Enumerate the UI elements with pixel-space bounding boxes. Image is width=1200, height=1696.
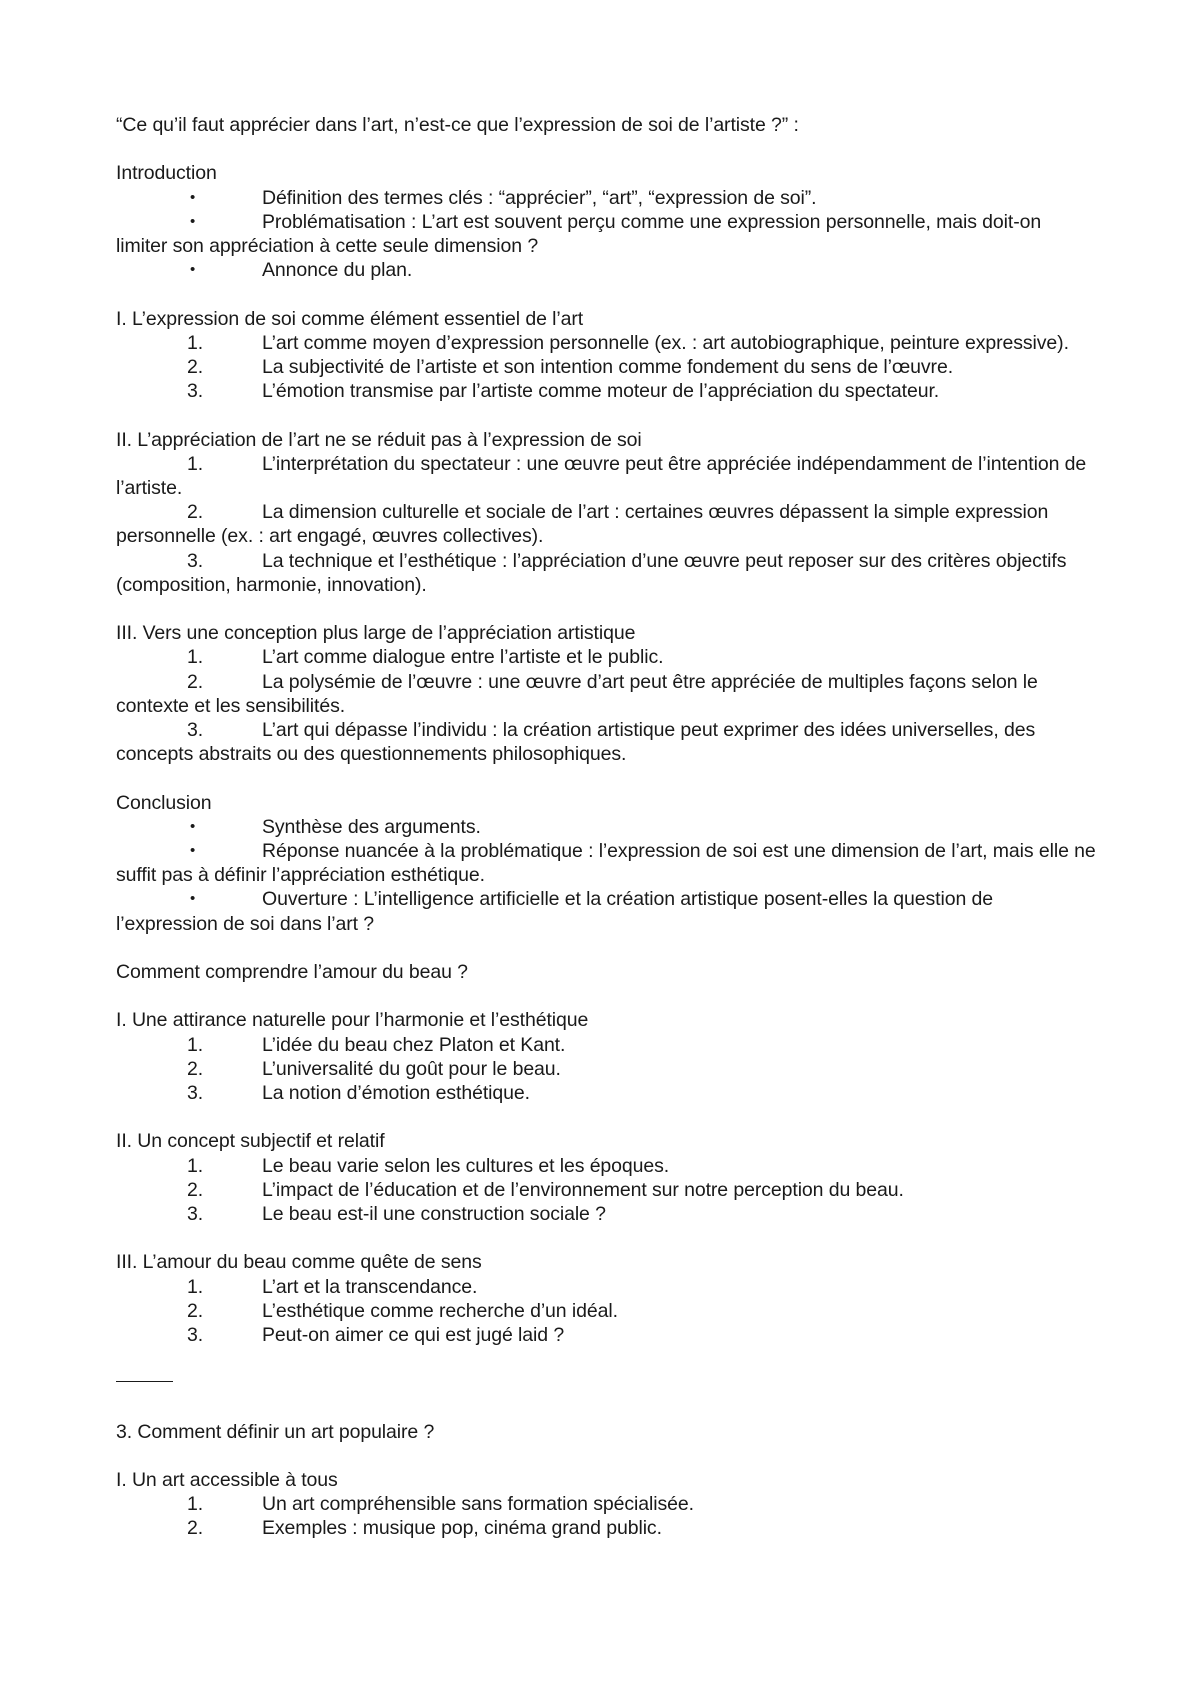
list-item xyxy=(116,500,1096,548)
list-item xyxy=(116,379,1096,403)
list-item xyxy=(116,549,1096,597)
list-item xyxy=(116,718,1096,766)
number-marker: 3. xyxy=(187,1324,204,1347)
list-item xyxy=(116,1299,1096,1323)
list-item-text: La technique et l’esthétique : l’appréciation d’une œuvre peut reposer sur des critères objectifs (composition, harmonie, innovation). xyxy=(116,549,1067,596)
list-item-text: Peut-on aimer ce qui est jugé laid ? xyxy=(262,1324,565,1347)
list-item-text: La polysémie de l’œuvre : une œuvre d’art peut être appréciée de multiples façons selon le contexte et les sensibilités. xyxy=(116,670,1038,717)
number-marker: 2. xyxy=(187,501,204,524)
list-item-text: Exemples : musique pop, cinéma grand public. xyxy=(262,1517,662,1540)
section-heading-part-3: III. Vers une conception plus large de l’appréciation artistique xyxy=(116,622,636,645)
list-item xyxy=(116,1081,1096,1105)
list-item-text: L’art comme moyen d’expression personnelle (ex. : art autobiographique, peinture expressive). xyxy=(262,331,1069,354)
list-item xyxy=(116,1323,1096,1347)
list-item-text: L’esthétique comme recherche d’un idéal. xyxy=(262,1299,618,1322)
number-marker: 1. xyxy=(187,1154,204,1177)
list-item-text: Synthèse des arguments. xyxy=(262,815,481,838)
list-item xyxy=(116,1033,1096,1057)
list-item-text: Annonce du plan. xyxy=(262,259,413,282)
list-item xyxy=(116,1516,1096,1540)
number-marker: 2. xyxy=(187,1299,204,1322)
q2-section-heading-part-3: III. L’amour du beau comme quête de sens xyxy=(116,1251,482,1274)
list-item-text: L’interprétation du spectateur : une œuvre peut être appréciée indépendamment de l’intention de l’artiste. xyxy=(116,452,1087,499)
horizontal-separator xyxy=(116,1381,173,1382)
section-heading-conclusion: Conclusion xyxy=(116,791,212,814)
number-marker: 1. xyxy=(187,1493,204,1516)
list-item xyxy=(116,355,1096,379)
list-item xyxy=(116,1202,1096,1226)
number-marker: 3. xyxy=(187,719,204,742)
list-item-text: Ouverture : L’intelligence artificielle et la création artistique posent-elles la question de l’expression de soi dans l’art ? xyxy=(116,888,994,935)
q3-section-heading-part-1: I. Un art accessible à tous xyxy=(116,1468,338,1491)
number-marker: 3. xyxy=(187,380,204,403)
list-item xyxy=(116,331,1096,355)
list-item-text: L’art qui dépasse l’individu : la création artistique peut exprimer des idées universelles, des concepts abstraits ou des questionnements philosophiques. xyxy=(116,719,1036,766)
list-item xyxy=(116,815,1096,839)
number-marker: 1. xyxy=(187,331,204,354)
list-item xyxy=(116,210,1096,258)
list-item-text: La dimension culturelle et sociale de l’art : certaines œuvres dépassent la simple expression personnelle (ex. : art engagé, œuvres collectives). xyxy=(116,501,1049,548)
bullet-marker: • xyxy=(190,261,196,279)
number-marker: 3. xyxy=(187,1082,204,1105)
list-item xyxy=(116,1492,1096,1516)
list-item xyxy=(116,1057,1096,1081)
list-item-text: Réponse nuancée à la problématique : l’expression de soi est une dimension de l’art, mais elle ne suffit pas à définir l’appréciation esthétique. xyxy=(116,840,1096,887)
number-marker: 1. xyxy=(187,646,204,669)
number-marker: 2. xyxy=(187,1517,204,1540)
list-item-text: La subjectivité de l’artiste et son intention comme fondement du sens de l’œuvre. xyxy=(262,356,954,378)
section-heading-part-1: I. L’expression de soi comme élément essentiel de l’art xyxy=(116,307,584,330)
list-item xyxy=(116,1275,1096,1299)
list-item-text: L’idée du beau chez Platon et Kant. xyxy=(262,1033,566,1056)
number-marker: 1. xyxy=(187,1275,204,1298)
list-item-text: Un art compréhensible sans formation spécialisée. xyxy=(262,1493,694,1516)
number-marker: 2. xyxy=(187,1178,204,1201)
list-item-text: Le beau est-il une construction sociale ? xyxy=(262,1203,606,1226)
bullet-marker: • xyxy=(190,817,196,835)
q2-section-heading-part-2: II. Un concept subjectif et relatif xyxy=(116,1130,385,1153)
number-marker: 1. xyxy=(187,452,204,475)
list-item xyxy=(116,258,1096,282)
list-item-text: L’émotion transmise par l’artiste comme moteur de l’appréciation du spectateur. xyxy=(262,380,940,403)
section-heading-part-2: II. L’appréciation de l’art ne se réduit pas à l’expression de soi xyxy=(116,428,642,451)
number-marker: 2. xyxy=(187,1057,204,1080)
bullet-marker: • xyxy=(190,890,196,908)
section-heading-introduction: Introduction xyxy=(116,162,217,185)
list-item-text: L’impact de l’éducation et de l’environnement sur notre perception du beau. xyxy=(262,1178,904,1201)
list-item-text: L’universalité du goût pour le beau. xyxy=(262,1057,561,1080)
bullet-marker: • xyxy=(190,188,196,206)
number-marker: 2. xyxy=(187,356,204,378)
list-item xyxy=(116,1154,1096,1178)
list-item xyxy=(116,645,1096,669)
bullet-marker: • xyxy=(190,212,196,230)
list-item xyxy=(116,186,1096,210)
list-item-text: Problématisation : L’art est souvent perçu comme une expression personnelle, mais doit-on limiter son appréciation à cette seule dimension ? xyxy=(116,210,1042,257)
list-item-text: La notion d’émotion esthétique. xyxy=(262,1082,530,1105)
number-marker: 1. xyxy=(187,1033,204,1056)
list-item-text: L’art et la transcendance. xyxy=(262,1275,478,1298)
number-marker: 3. xyxy=(187,549,204,572)
list-item-text: Définition des termes clés : “apprécier”, “art”, “expression de soi”. xyxy=(262,186,817,209)
document-title: “Ce qu’il faut apprécier dans l’art, n’est-ce que l’expression de soi de l’artiste ?” : xyxy=(116,114,799,136)
q2-section-heading-part-1: I. Une attirance naturelle pour l’harmonie et l’esthétique xyxy=(116,1009,589,1032)
number-marker: 3. xyxy=(187,1203,204,1226)
question-2-title: Comment comprendre l’amour du beau ? xyxy=(116,961,468,984)
list-item xyxy=(116,839,1096,887)
list-item xyxy=(116,452,1096,500)
bullet-marker: • xyxy=(190,842,196,860)
question-3-title: 3. Comment définir un art populaire ? xyxy=(116,1420,435,1443)
list-item xyxy=(116,670,1096,718)
document-page xyxy=(116,113,1096,1541)
list-item xyxy=(116,1178,1096,1202)
number-marker: 2. xyxy=(187,670,204,693)
list-item-text: L’art comme dialogue entre l’artiste et le public. xyxy=(262,646,664,669)
list-item xyxy=(116,887,1096,935)
list-item-text: Le beau varie selon les cultures et les époques. xyxy=(262,1154,670,1177)
